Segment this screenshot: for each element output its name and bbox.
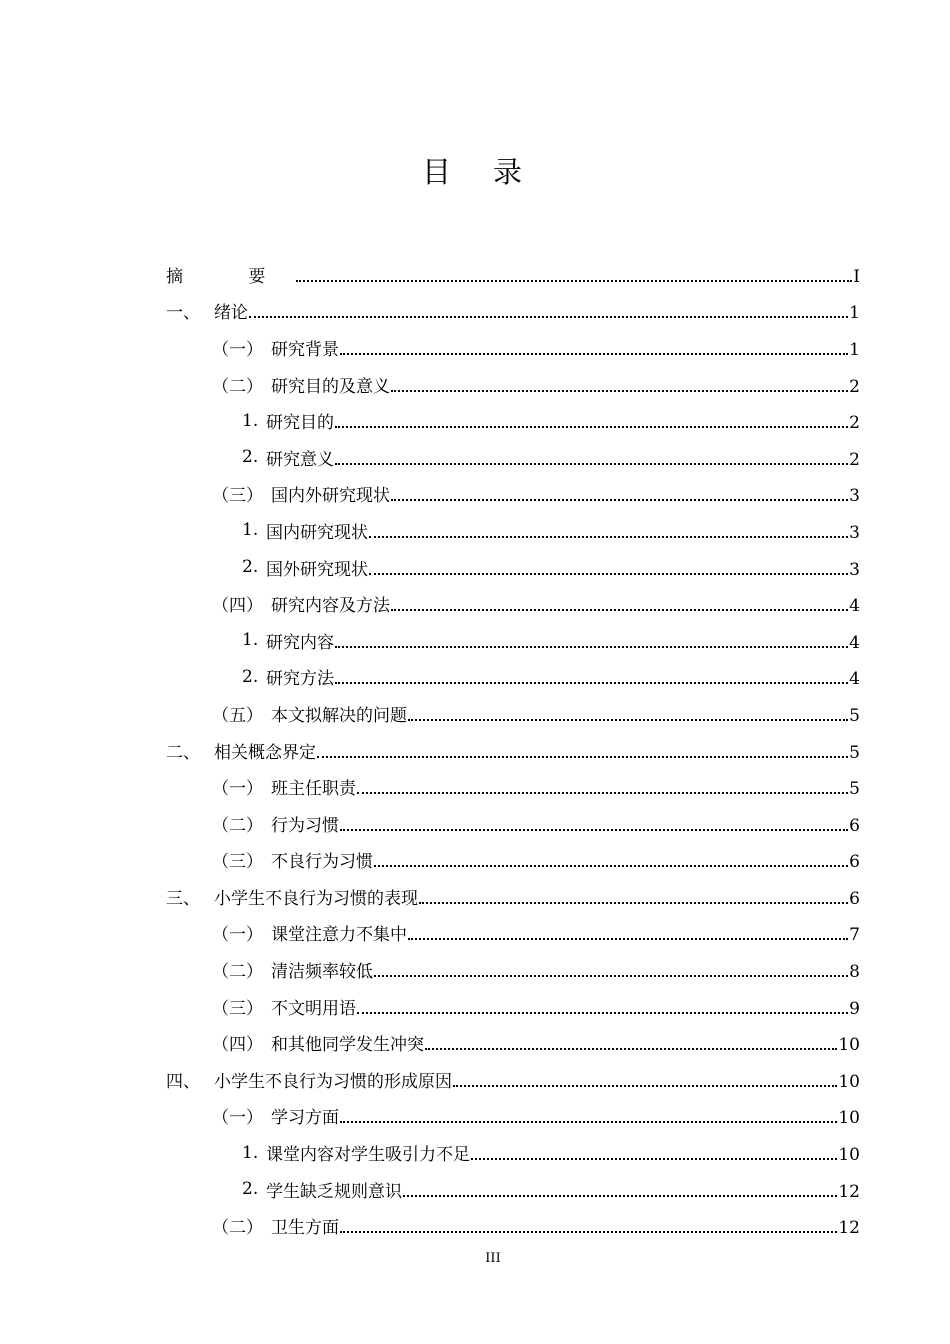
toc-leader-dots — [369, 534, 848, 538]
toc-entry-line — [166, 262, 860, 287]
toc-entry-number: 四、 — [166, 1071, 200, 1092]
toc-leader-dots — [369, 571, 848, 575]
toc-entry-label: 小学生不良行为习惯的形成原因 — [214, 1071, 452, 1092]
toc-entry-label: 本文拟解决的问题 — [271, 705, 407, 726]
toc-entry-page: 9 — [849, 998, 860, 1019]
toc-entry-number: 1. — [242, 630, 259, 651]
toc-entry-number: 一、 — [166, 303, 200, 324]
toc-entry-page: 3 — [849, 559, 860, 580]
toc-entry-label: 清洁频率较低 — [271, 962, 373, 983]
toc-entry-label: 研究内容 — [266, 632, 334, 653]
toc-entry-page: 1 — [849, 303, 860, 324]
toc-entry-label: 国内外研究现状 — [271, 486, 390, 507]
toc-entry-number: （五） — [212, 705, 263, 726]
toc-leader-dots — [391, 497, 848, 501]
toc-entry-number: （三） — [212, 852, 263, 873]
toc-entry-line — [266, 555, 860, 580]
toc-entry-label: 绪论 — [214, 303, 248, 324]
toc-entry-number: 1. — [242, 520, 259, 541]
toc-entry-page: 10 — [838, 1035, 860, 1056]
toc-entry[interactable] — [0, 988, 950, 1025]
toc-entry-number: （一） — [212, 339, 263, 360]
toc-entry-number: （三） — [212, 998, 263, 1019]
toc-entry-page: 5 — [849, 779, 860, 800]
toc-leader-dots — [340, 827, 848, 831]
toc-entry-page: 2 — [849, 376, 860, 397]
toc-entry-label: 国外研究现状 — [266, 559, 368, 580]
toc-entry[interactable] — [0, 659, 950, 696]
toc-entry[interactable] — [0, 622, 950, 659]
toc-entry-page: 6 — [849, 852, 860, 873]
toc-entry-label: 摘 要 — [166, 266, 296, 287]
toc-entry-number: （三） — [212, 486, 263, 507]
toc-entry-page: 4 — [849, 669, 860, 690]
toc-entry-page: 10 — [838, 1145, 860, 1166]
toc-entry-label: 课堂内容对学生吸引力不足 — [266, 1145, 470, 1166]
toc-entry-label: 卫生方面 — [271, 1218, 339, 1239]
toc-entry-line — [271, 1103, 860, 1128]
toc-leader-dots — [374, 973, 848, 977]
toc-entry-page: 12 — [838, 1181, 860, 1202]
toc-entry-line — [266, 445, 860, 470]
toc-entry-label: 和其他同学发生冲突 — [271, 1035, 424, 1056]
toc-entry-label: 班主任职责 — [271, 779, 356, 800]
toc-entry[interactable] — [0, 951, 950, 988]
toc-entry-label: 研究意义 — [266, 449, 334, 470]
toc-entry-page: 6 — [849, 815, 860, 836]
toc-entry-number: 2. — [242, 1179, 259, 1200]
toc-entry-line — [271, 811, 860, 836]
toc-entry-label: 不文明用语 — [271, 998, 356, 1019]
toc-entry[interactable] — [0, 256, 950, 293]
toc-entry[interactable] — [0, 1134, 950, 1171]
toc-leader-dots — [453, 1083, 837, 1087]
toc-entry-number: 二、 — [166, 742, 200, 763]
toc-entry-number: （一） — [212, 925, 263, 946]
toc-entry-page: 12 — [838, 1218, 860, 1239]
toc-entry-label: 研究内容及方法 — [271, 596, 390, 617]
toc-entry[interactable] — [0, 585, 950, 622]
toc-entry-line — [266, 664, 860, 689]
toc-entry-line — [214, 884, 860, 909]
toc-entry-label: 相关概念界定 — [214, 742, 316, 763]
toc-leader-dots — [408, 936, 848, 940]
toc-entry-line — [271, 591, 860, 616]
toc-leader-dots — [391, 607, 848, 611]
toc-leader-dots — [249, 314, 848, 318]
toc-entry-line — [266, 1177, 860, 1202]
toc-entry-page: 5 — [849, 742, 860, 763]
toc-entry-number: （一） — [212, 779, 263, 800]
toc-leader-dots — [471, 1156, 837, 1160]
toc-entry-label: 行为习惯 — [271, 815, 339, 836]
toc-entry-page: 4 — [849, 596, 860, 617]
toc-entry-line — [271, 774, 860, 799]
page-number: III — [485, 1251, 501, 1266]
toc-entry-line — [266, 408, 860, 433]
toc-entry-page: 10 — [838, 1108, 860, 1129]
toc-leader-dots — [340, 351, 848, 355]
toc-entry-number: （二） — [212, 376, 263, 397]
toc-entry[interactable] — [0, 439, 950, 476]
toc-entry[interactable] — [0, 549, 950, 586]
toc-entry-line — [271, 847, 860, 872]
toc-entry-number: （四） — [212, 1035, 263, 1056]
toc-entry[interactable] — [0, 366, 950, 403]
toc-entry-label: 学习方面 — [271, 1108, 339, 1129]
toc-entry-label: 研究目的 — [266, 413, 334, 434]
toc-entry[interactable] — [0, 878, 950, 915]
toc-entry-number: 2. — [242, 666, 259, 687]
toc-entry-label: 不良行为习惯 — [271, 852, 373, 873]
toc-leader-dots — [296, 278, 852, 282]
toc-entry[interactable] — [0, 695, 950, 732]
toc-entry-number: 三、 — [166, 888, 200, 909]
toc-entry-line — [271, 481, 860, 506]
toc-entry-label: 课堂注意力不集中 — [271, 925, 407, 946]
toc-entry-page: 5 — [849, 705, 860, 726]
toc-entry-line — [214, 1067, 860, 1092]
toc-entry-line — [271, 1213, 860, 1238]
toc-entry[interactable] — [0, 329, 950, 366]
toc-entry-line — [271, 701, 860, 726]
toc-entry-line — [271, 1030, 860, 1055]
toc-leader-dots — [340, 1119, 837, 1123]
toc-entry[interactable] — [0, 476, 950, 513]
toc-entry-line — [271, 372, 860, 397]
toc-entry[interactable] — [0, 512, 950, 549]
toc-entry-label: 学生缺乏规则意识 — [266, 1181, 402, 1202]
toc-entry-number: （二） — [212, 962, 263, 983]
toc-entry[interactable] — [0, 1061, 950, 1098]
toc-leader-dots — [357, 1010, 848, 1014]
toc-leader-dots — [425, 1046, 837, 1050]
toc-entry-label: 研究方法 — [266, 669, 334, 690]
toc-entry[interactable] — [0, 768, 950, 805]
toc-entry-line — [266, 1140, 860, 1165]
toc-entry-line — [271, 335, 860, 360]
page-title: 目录 — [421, 155, 564, 189]
toc-entry[interactable] — [0, 1024, 950, 1061]
toc-leader-dots — [403, 1193, 837, 1197]
toc-entry[interactable] — [0, 732, 950, 769]
toc-entry[interactable] — [0, 805, 950, 842]
toc-leader-dots — [408, 717, 848, 721]
toc-entry-page: 7 — [849, 925, 860, 946]
toc-entry[interactable] — [0, 915, 950, 952]
toc-entry-page: 3 — [849, 486, 860, 507]
toc-entry-number: （二） — [212, 1218, 263, 1239]
toc-entry-page: 1 — [849, 339, 860, 360]
toc-entry-number: 2. — [242, 557, 259, 578]
toc-entry-line — [271, 920, 860, 945]
toc-entry-line — [214, 298, 860, 323]
toc-entry-page: 3 — [849, 522, 860, 543]
toc-leader-dots — [335, 680, 848, 684]
toc-leader-dots — [419, 900, 848, 904]
toc-entry[interactable] — [0, 1207, 950, 1244]
toc-leader-dots — [391, 388, 848, 392]
toc-leader-dots — [335, 424, 848, 428]
toc-entry-page: 10 — [838, 1071, 860, 1092]
toc-entry-number: 1. — [242, 1142, 259, 1163]
toc-entry-page: 8 — [849, 962, 860, 983]
toc-entry-page: 2 — [849, 413, 860, 434]
toc-entry-number: 1. — [242, 410, 259, 431]
toc-leader-dots — [335, 461, 848, 465]
toc-entry-line — [266, 628, 860, 653]
toc-entry-page: 2 — [849, 449, 860, 470]
toc-entry-page: I — [853, 266, 860, 287]
toc-entry-number: （一） — [212, 1108, 263, 1129]
toc-entry[interactable] — [0, 1171, 950, 1208]
toc-entry-label: 国内研究现状 — [266, 522, 368, 543]
toc-entry-label: 小学生不良行为习惯的表现 — [214, 888, 418, 909]
toc-entry-line — [271, 957, 860, 982]
toc-entry[interactable] — [0, 293, 950, 330]
toc-entry-number: 2. — [242, 447, 259, 468]
toc-leader-dots — [374, 863, 848, 867]
toc-entry-line — [214, 738, 860, 763]
table-of-contents — [0, 256, 950, 1244]
toc-entry[interactable] — [0, 842, 950, 879]
toc-entry-label: 研究背景 — [271, 339, 339, 360]
toc-entry-number: （四） — [212, 596, 263, 617]
toc-leader-dots — [357, 790, 848, 794]
toc-entry-line — [271, 994, 860, 1019]
toc-entry-label: 研究目的及意义 — [271, 376, 390, 397]
toc-entry-page: 6 — [849, 888, 860, 909]
toc-leader-dots — [317, 754, 848, 758]
toc-leader-dots — [335, 644, 848, 648]
toc-entry[interactable] — [0, 1098, 950, 1135]
toc-leader-dots — [340, 1229, 837, 1233]
toc-entry-line — [266, 518, 860, 543]
toc-entry-page: 4 — [849, 632, 860, 653]
toc-entry[interactable] — [0, 402, 950, 439]
toc-entry-number: （二） — [212, 815, 263, 836]
